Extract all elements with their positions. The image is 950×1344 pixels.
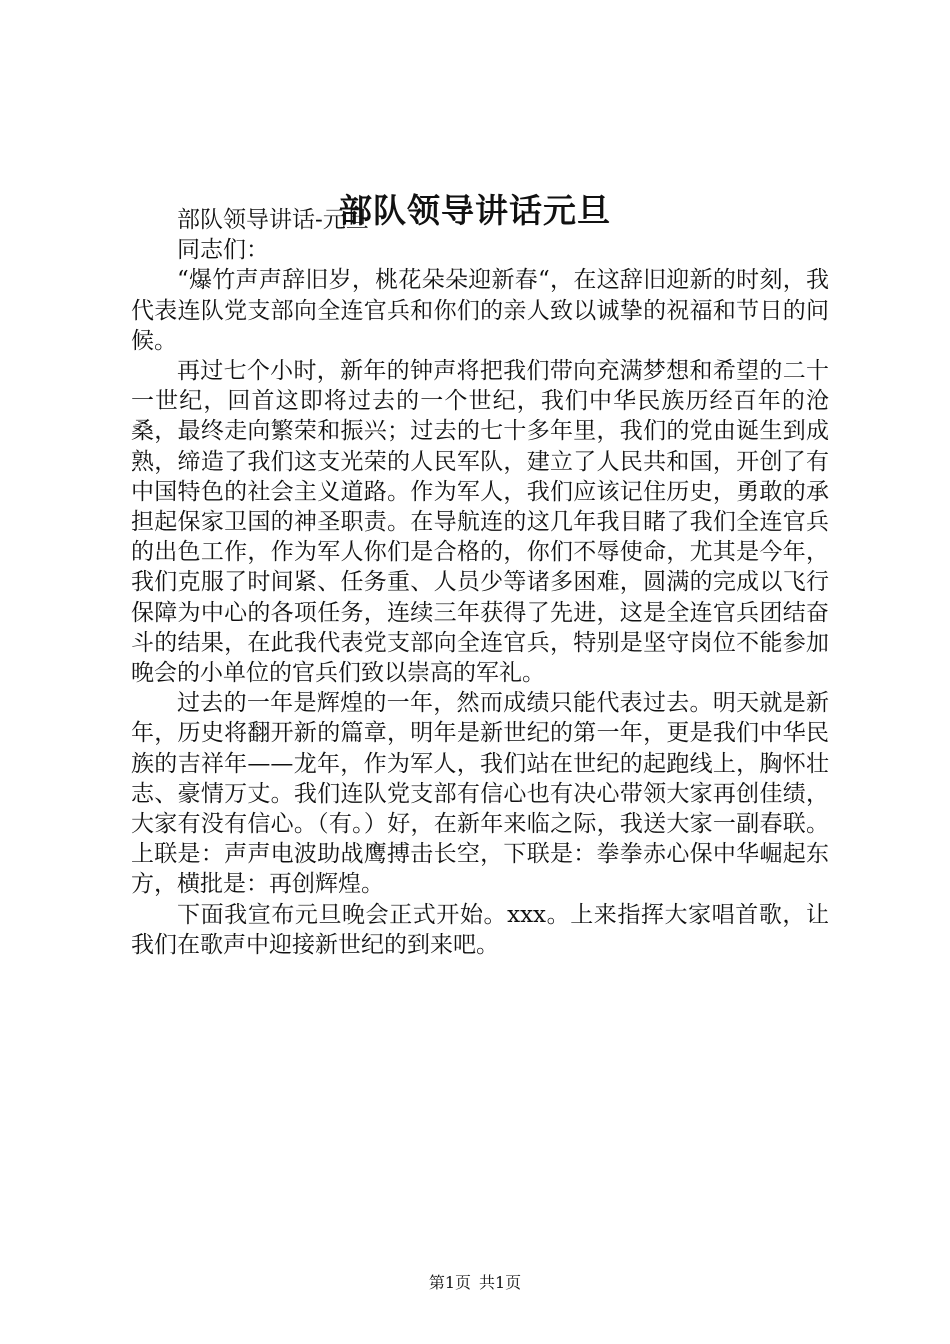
body-paragraph: 下面我宣布元旦晚会正式开始。xxx。上来指挥大家唱首歌，让我们在歌声中迎接新世纪的到来吧。 (131, 901, 829, 958)
page-number: 第1页 (428, 1273, 471, 1292)
salutation: 同志们： (177, 237, 269, 264)
body-paragraph: 过去的一年是辉煌的一年，然而成绩只能代表过去。明天就是新年，历史将翻开新的篇章，明年是新世纪的第一年，更是我们中华民族的吉祥年——龙年，作为军人，我们站在世纪的起跑线上，胸怀壮志、豪情万丈。我们连队党支部有信心也有决心带领大家再创佳绩，大家有没有信心。（有。）好，在新年来临之际，我送大家一副春联。上联是：声声电波助战鹰搏击长空，下联是：拳拳赤心保中华崛起东方，横批是：再创辉煌。 (131, 690, 829, 898)
document-title: 部队领导讲话元旦 (339, 191, 611, 230)
page-total: 共1页 (479, 1273, 522, 1292)
page-footer (0, 1270, 950, 1293)
document-body (131, 205, 829, 960)
body-paragraph: “爆竹声声辞旧岁，桃花朵朵迎新春“，在这辞旧迎新的时刻，我代表连队党支部向全连官兵和你们的亲人致以诚挚的祝福和节日的问候。 (131, 267, 829, 354)
body-paragraph: 再过七个小时，新年的钟声将把我们带向充满梦想和希望的二十一世纪，回首这即将过去的一个世纪，我们中华民族历经百年的沧桑，最终走向繁荣和振兴；过去的七十多年里，我们的党由诞生到成熟，缔造了我们这支光荣的人民军队，建立了人民共和国，开创了有中国特色的社会主义道路。作为军人，我们应该记住历史，勇敢的承担起保家卫国的神圣职责。在导航连的这几年我目睹了我们全连官兵的出色工作，作为军人你们是合格的，你们不辱使命，尤其是今年，我们克服了时间紧、任务重、人员少等诸多困难，圆满的完成以飞行保障为中心的各项任务，连续三年获得了先进，这是全连官兵团结奋斗的结果，在此我代表党支部向全连官兵，特别是坚守岗位不能参加晚会的小单位的官兵们致以崇高的军礼。 (131, 358, 829, 687)
subtitle-line: 部队领导讲话-元旦 (177, 207, 369, 233)
